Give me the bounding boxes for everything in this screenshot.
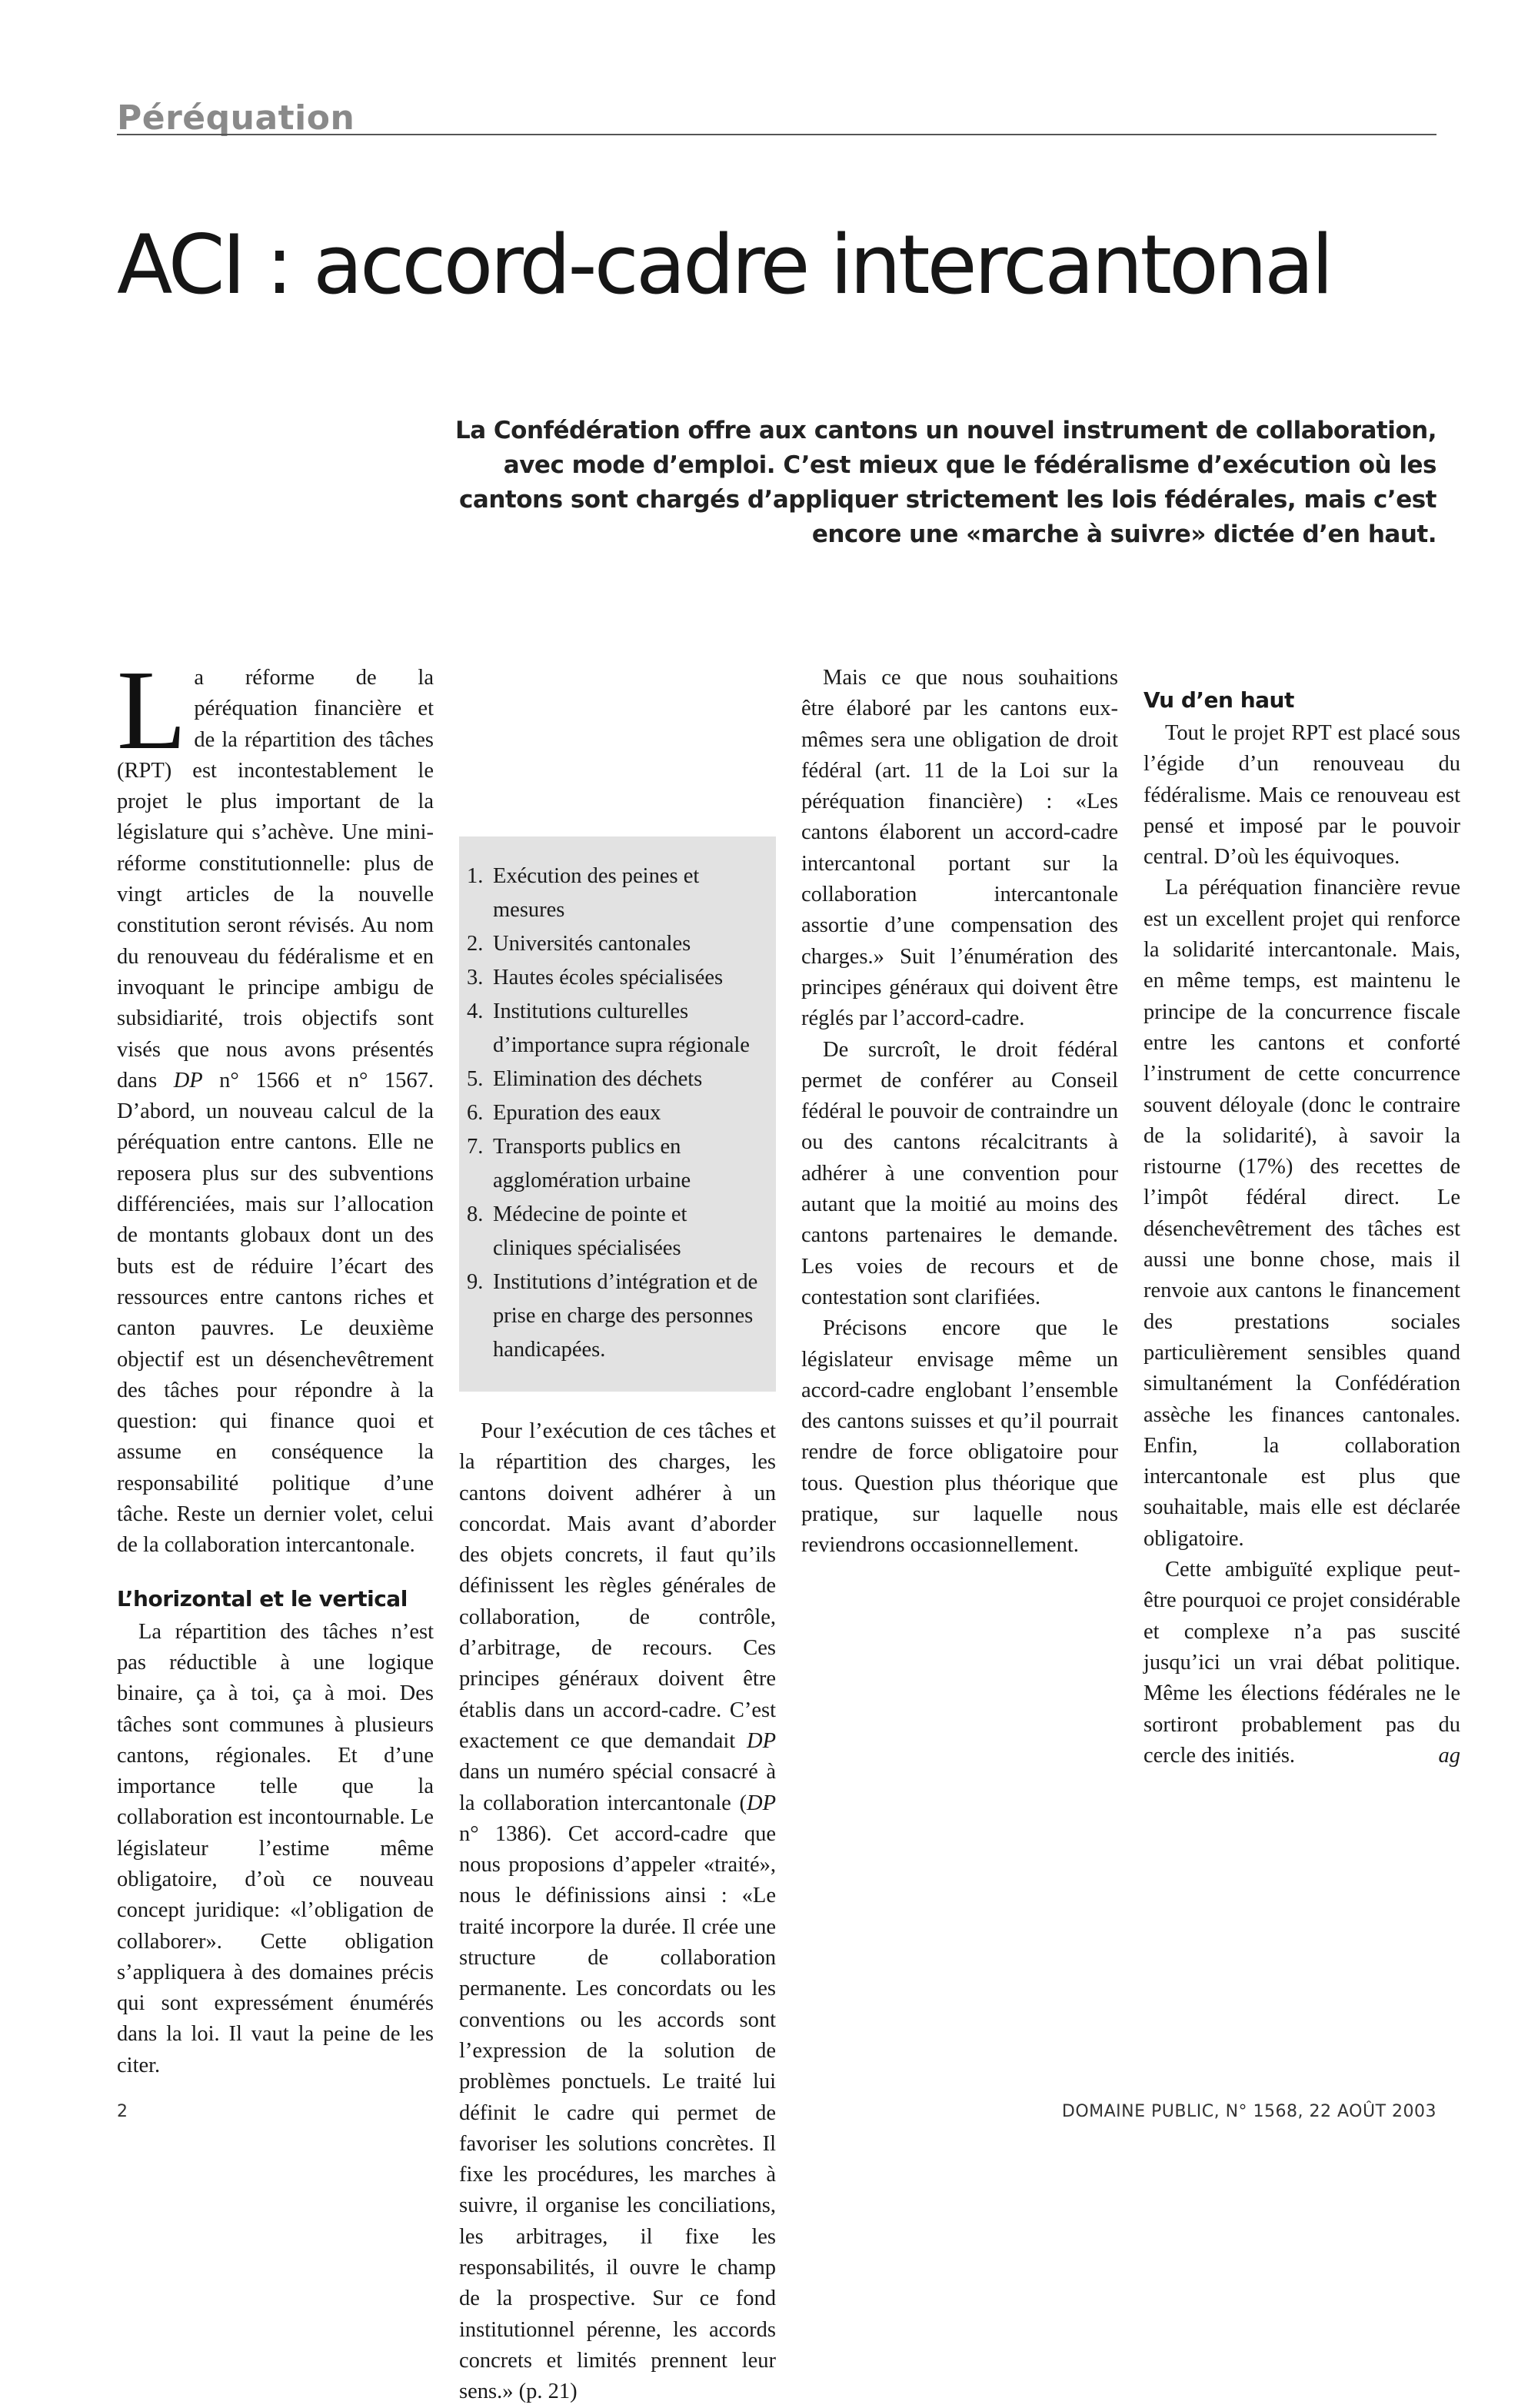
drop-cap: L bbox=[117, 647, 187, 773]
article-lede: La Confédération offre aux cantons un nouvel instrument de collaboration, avec mode d’emploi. C’est mieux que le fédéralisme d’exécution où les cantons sont chargés d’appliquer strictement les lois fédérales, mais c’est encore une «marche à suivre» dictée d’en haut. bbox=[454, 417, 1436, 548]
section-rubric: Péréquation bbox=[117, 98, 355, 138]
paragraph-horizontal: La répartition des tâches n’est pas réductible à une logique binaire, ça à toi, ça à moi. Des tâches sont communes à plusieurs cantons, régionales. Et d’une importance telle que la collaboration est incontournable. Le législateur l’estime même obligatoire, d’où ce nouveau concept juridique: «l’obligation de collaborer». Cette obligation s’appliquera à des domaines précis qui sont expressément énumérés dans la loi. Il vaut la peine de les citer. bbox=[117, 1619, 434, 2077]
article-column-2 bbox=[459, 663, 776, 2408]
dp-abbrev: DP bbox=[747, 1728, 776, 1753]
paragraph-surcroit: De surcroît, le droit fédéral permet de conférer au Conseil fédéral le pouvoir de contraindre un ou des cantons récalcitrants à adhérer à une convention pour autant que la moitié au moins des cantons partenaires le demande. Les voies de recours et de contestation sont clarifiées. bbox=[801, 1037, 1118, 1309]
paragraph-concordat: Pour l’exécution de ces tâches et la répartition des charges, les cantons doivent adhérer à un concordat. Mais avant d’aborder des objets concrets, il faut qu’ils définissent les règles générales de collaboration, de contrôle, d’arbitrage, de recours. Ces principes généraux doivent être établis dans un accord-cadre. C’est exactement ce que demandait DP dans un numéro spécial consacré à la collaboration intercantonale (DP n° 1386). Cet accord-cadre que nous proposions d’appeler «traité», nous le définissions ainsi : «Le traité incorpore la durée. Il crée une structure de collaboration permanente. Les concordats ou les conventions ou les accords sont l’expression de la solution de problèmes ponctuels. Le traité lui définit le cadre qui permet de favoriser les solutions concrètes. Il fixe les procédures, les marches à suivre, il organise les conciliations, les arbitrages, il fixe les responsabilités, il ouvre le champ de la prospective. Sur ce fond institutionnel pérenne, les accords concrets et limités prennent leur sens.» (p. 21) bbox=[459, 1419, 776, 2404]
list-item: 6. Epuration des eaux bbox=[467, 1101, 661, 1125]
list-item: 3. Hautes écoles spécialisées bbox=[467, 966, 724, 989]
author-signature: ag bbox=[1438, 1743, 1460, 1768]
paragraph-perequation: La péréquation financière revue est un excellent projet qui renforce la solidarité intercantonale. Mais, en même temps, est maintenu le principe de la concurrence fiscale entre les cantons et conforté l’instrument de cette concurrence souvent déloyale (donc le contraire de la solidarité), à savoir la ristourne (17%) des recettes de l’impôt fédéral direct. Le désenchevêtrement des tâches est aussi une bonne chose, mais il renvoie aux cantons le financement des prestations sociales particulièrement sensibles quand simultanément la Confédération assèche les finances cantonales. Enfin, la collaboration intercantonale est plus que souhaitable, mais elle est déclarée obligatoire. bbox=[1144, 876, 1460, 1551]
list-item: 1. Exécution des peines et mesures bbox=[467, 864, 700, 922]
paragraph-intro-text: a réforme de la péréquation financière et de la répartition des tâches (RPT) est incontestablement le projet le plus important de la législature qui s’achève. Une mini-réforme constitutionnelle: plus de vingt articles de la nouvelle constitution seront révisés. Au nom du renouveau du fédéralisme et en invoquant le principe ambigu de subsidiarité, trois objectifs sont visés que nous avons présentés dans bbox=[117, 666, 434, 1093]
list-item: 4. Institutions culturelles d’importance supra régionale bbox=[467, 999, 750, 1057]
subheading-vu-d-en-haut: Vu d’en haut bbox=[1144, 687, 1294, 713]
paragraph-obligation: Mais ce que nous souhaitions être élaboré par les cantons eux-mêmes sera une obligation de droit fédéral (art. 11 de la Loi sur la péréquation financière) : «Les cantons élaborent un accord-cadre intercantonal portant sur la collaboration intercantonale assortie d’une compensation des charges.» Suit l’énumération des principes généraux qui doivent être réglés par l’accord-cadre. bbox=[801, 666, 1118, 1031]
list-item: 9. Institutions d’intégration et de prise en charge des personnes handicapées. bbox=[467, 1270, 758, 1362]
list-item: 2. Universités cantonales bbox=[467, 932, 691, 956]
article-title: ACI : accord-cadre intercantonal bbox=[117, 218, 1331, 312]
domains-list bbox=[467, 860, 762, 1367]
dp-abbrev: DP bbox=[173, 1068, 203, 1093]
list-item: 8. Médecine de pointe et cliniques spécialisées bbox=[467, 1202, 687, 1260]
paragraph-ambiguite: Cette ambiguïté explique peut-être pourquoi ce projet considérable et complexe n’a pas suscité jusqu’ici un vrai débat politique. Même les élections fédérales ne le sortiront probablement pas du cercle des initiés. ag bbox=[1144, 1555, 1460, 1771]
list-item: 5. Elimination des déchets bbox=[467, 1067, 703, 1091]
dp-abbrev: DP bbox=[747, 1791, 776, 1815]
page-number: 2 bbox=[117, 2102, 128, 2121]
list-item: 7. Transports publics en agglomération urbaine bbox=[467, 1135, 691, 1192]
paragraph-rpt: Tout le projet RPT est placé sous l’égide d’un renouveau du fédéralisme. Mais ce renouveau est pensé et imposé par le pouvoir central. D’où les équivoques. bbox=[1144, 721, 1460, 870]
article-column-1 bbox=[117, 647, 434, 2081]
issue-line: DOMAINE PUBLIC, N° 1568, 22 AOÛT 2003 bbox=[1061, 2102, 1436, 2121]
paragraph-precisons: Précisons encore que le législateur envisage même un accord-cadre englobant l’ensemble des cantons suisses et qu’il pourrait rendre de force obligatoire pour tous. Question plus théorique que pratique, sur laquelle nous reviendrons occasionnellement. bbox=[801, 1316, 1118, 1558]
domains-list-box bbox=[459, 836, 776, 1392]
subheading-horizontal: L’horizontal et le vertical bbox=[117, 1585, 408, 1611]
paragraph-intro-rest: n° 1566 et n° 1567. D’abord, un nouveau calcul de la péréquation entre cantons. Elle ne reposera plus sur des subventions différenciées, mais sur l’allocation de montants globaux dont un des buts est de réduire l’écart des ressources entre cantons riches et canton pauvres. Le deuxième objectif est un désenchevêtrement des tâches pour répondre à la question: qui finance quoi et assume en conséquence la responsabilité politique d’une tâche. Reste un dernier volet, celui de la collaboration intercantonale. bbox=[117, 1068, 434, 1558]
article-column-3 bbox=[801, 663, 1118, 1562]
header-rule bbox=[117, 134, 1436, 135]
article-column-4 bbox=[1144, 663, 1460, 1771]
paragraph-intro bbox=[117, 647, 434, 1562]
